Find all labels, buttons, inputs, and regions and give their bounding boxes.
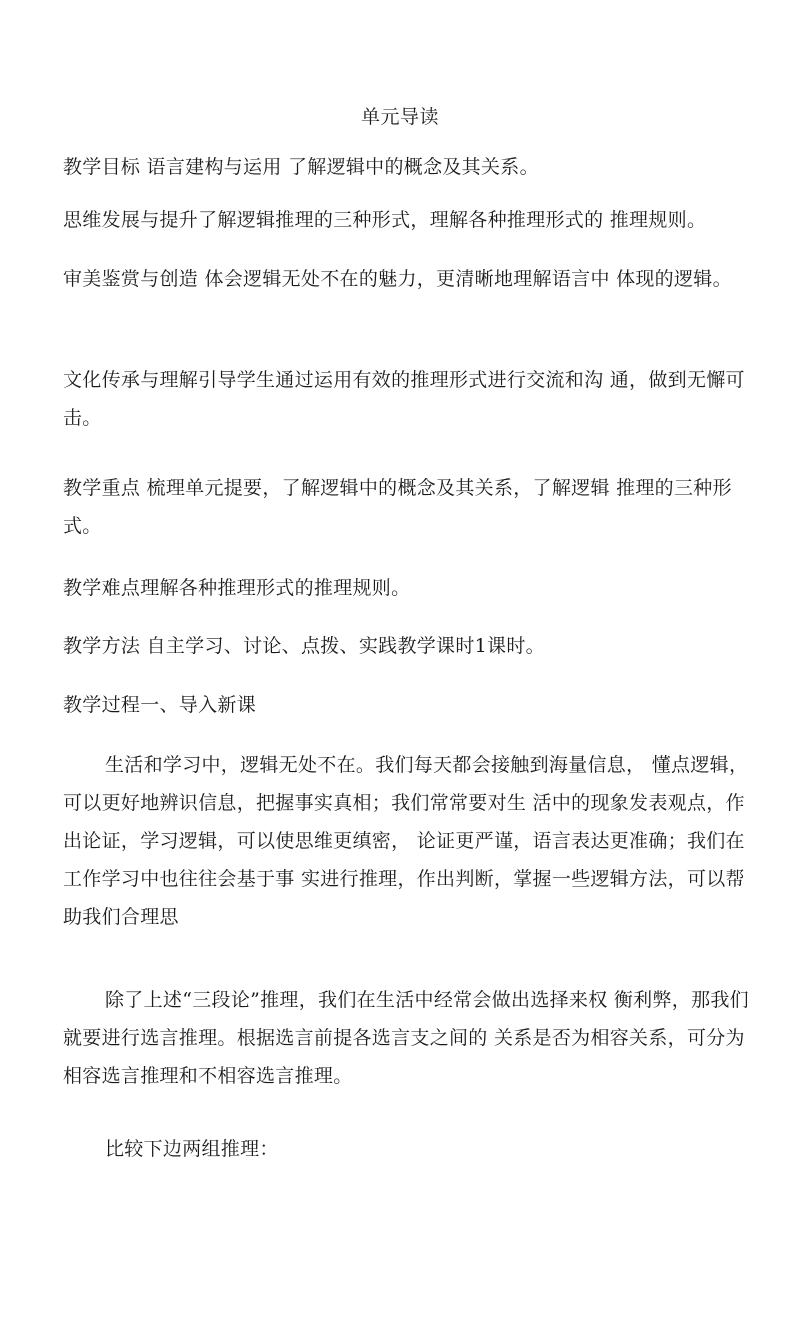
paragraph-teaching-difficulty: 教学难点理解各种推理形式的推理规则。 xyxy=(63,577,411,599)
paragraph-aesthetic-appreciation: 审美鉴赏与创造 体会逻辑无处不在的魅力，更清晰地理解语言中 体现的逻辑。 xyxy=(63,268,732,290)
paragraph-cultural-inheritance: 文化传承与理解引导学生通过运用有效的推理形式进行交流和沟 通，做到无懈可击。 xyxy=(63,369,745,429)
paragraph-disjunctive-reasoning: 除了上述“三段论”推理，我们在生活中经常会做出选择来权 衡利弊，那我们就要进行选言推理。根据选言前提各选言支之间的 关系是否为相容关系，可分为相容选言推理和不相容选言推理。 xyxy=(63,989,749,1087)
paragraph-teaching-goal: 教学目标 语言建构与运用 了解逻辑中的概念及其关系。 xyxy=(63,156,539,178)
page-title: 单元导读 xyxy=(360,106,439,128)
paragraph-teaching-process: 教学过程一、导入新课 xyxy=(63,694,257,716)
paragraph-teaching-method: 教学方法 自主学习、讨论、点拨、实践教学课时1课时。 xyxy=(63,635,545,657)
paragraph-thinking-development: 思维发展与提升了解逻辑推理的三种形式，理解各种推理形式的 推理规则。 xyxy=(63,209,707,231)
paragraph-teaching-focus: 教学重点 梳理单元提要，了解逻辑中的概念及其关系，了解逻辑 推理的三种形式。 xyxy=(63,477,732,537)
paragraph-introduction: 生活和学习中，逻辑无处不在。我们每天都会接触到海量信息， 懂点逻辑，可以更好地辨识信息，把握事实真相；我们常常要对生 活中的现象发表观点，作出论证，学习逻辑，可以使思维更缜密， 论证更严谨，语言表达更准确；我们在工作学习中也往往会基于事 实进行推理，作出判断，掌握一些逻辑方法，可以帮助我们合理思 xyxy=(63,754,749,928)
paragraph-compare: 比较下边两组推理： xyxy=(105,1138,279,1160)
